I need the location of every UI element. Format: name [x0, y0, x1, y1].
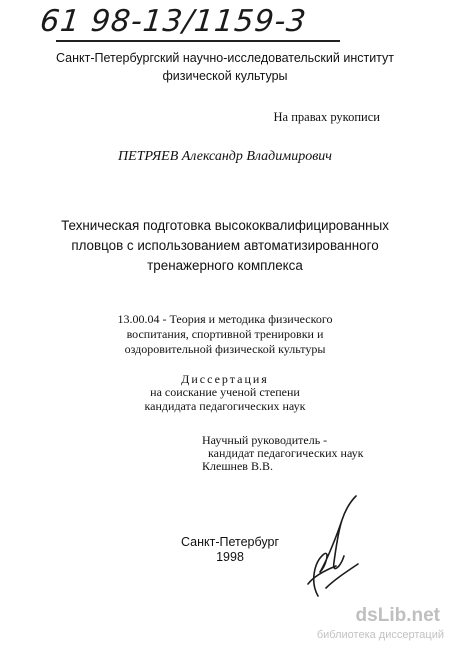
year: 1998: [216, 550, 244, 564]
handwritten-registration-code: 61 98-13/1159-3: [38, 4, 309, 39]
author-name: ПЕТРЯЕВ Александр Владимирович: [118, 149, 332, 164]
institution-name-line-1: Санкт-Петербургский научно-исследовательский институт: [55, 51, 395, 65]
handwritten-underline: [56, 40, 340, 42]
watermark-subtitle: библиотека диссертаций: [316, 629, 444, 641]
supervisor-line-2: кандидат педагогических наук: [208, 446, 364, 460]
watermark: [300, 605, 450, 654]
supervisor-name: Клешнев В.В.: [202, 459, 273, 473]
degree-line-1: на соискание ученой степени: [150, 385, 300, 399]
supervisor-line-1: Научный руководитель -: [202, 433, 328, 447]
dissertation-title-line-1: Техническая подготовка высококвалифицированных: [61, 218, 389, 233]
specialty-line-3: оздоровительной физической культуры: [124, 342, 326, 356]
handwritten-signature: [296, 492, 366, 602]
dissertation-title-line-2: пловцов с использованием автоматизированного: [71, 238, 379, 253]
specialty-line-1: 13.00.04 - Теория и методика физического: [117, 312, 333, 326]
dissertation-title-line-3: тренажерного комплекса: [147, 258, 303, 273]
manuscript-rights-note: На правах рукописи: [273, 110, 380, 124]
institution-name-line-2: физической культуры: [162, 69, 288, 83]
degree-line-2: кандидата педагогических наук: [144, 399, 306, 413]
watermark-logo: dsLib.net: [355, 605, 440, 626]
dissertation-heading: Диссертация: [181, 372, 269, 386]
city: Санкт-Петербург: [180, 535, 280, 549]
specialty-line-2: воспитания, спортивной тренировки и: [126, 327, 324, 341]
